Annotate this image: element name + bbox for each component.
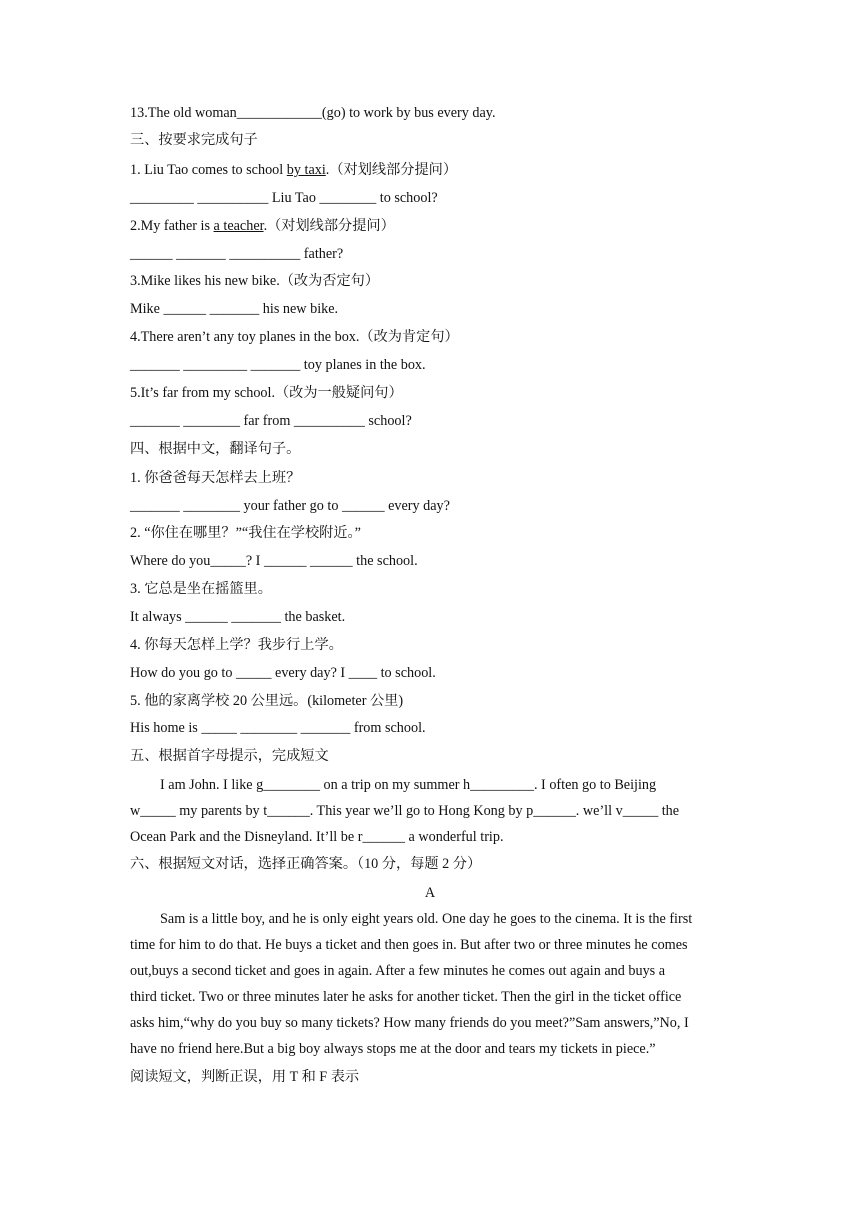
passage-line-4: third ticket. Two or three minutes later he asks for another ticket. Then the girl in the ticket office <box>130 989 682 1005</box>
true-false-instruction: 阅读短文，判断正误，用 T 和 F 表示 <box>130 1069 360 1085</box>
section-6-heading: 六、根据短文对话，选择正确答案。（10 分，每题 2 分） <box>130 856 482 872</box>
translate-5-prompt: 5. 他的家离学校 20 公里远。(kilometer 公里) <box>130 693 404 709</box>
section-4-heading: 四、根据中文，翻译句子。 <box>130 441 301 457</box>
sentence-4-answer: _______ _________ _______ toy planes in the box. <box>130 357 426 373</box>
passage-line-5: asks him,“why do you buy so many tickets? How many friends do you meet?”Sam answers,”No, I <box>130 1015 689 1031</box>
passage-line-6: have no friend here.But a big boy always stops me at the door and tears my tickets in piece.” <box>130 1041 656 1057</box>
sentence-1-answer: _________ __________ Liu Tao ________ to school? <box>130 190 438 206</box>
passage-line-2: time for him to do that. He buys a ticket and then goes in. But after two or three minutes he comes <box>130 937 688 953</box>
cloze-line-3: Ocean Park and the Disneyland. It’ll be r______ a wonderful trip. <box>130 829 504 845</box>
translate-2-prompt: 2. “你住在哪里？”“我住在学校附近。” <box>130 525 361 541</box>
sentence-2-answer: ______ _______ __________ father? <box>130 246 344 262</box>
sentence-3-answer: Mike ______ _______ his new bike. <box>130 301 339 317</box>
cloze-line-1: I am John. I like g________ on a trip on my summer h_________. I often go to Beijing <box>160 777 657 793</box>
translate-5-answer: His home is _____ ________ _______ from school. <box>130 720 426 736</box>
translate-2-answer: Where do you_____? I ______ ______ the school. <box>130 553 418 569</box>
underlined-phrase: a teacher <box>213 218 264 234</box>
sentence-4-prompt: 4.There aren’t any toy planes in the box.（改为肯定句） <box>130 329 459 345</box>
question-13: 13.The old woman____________(go) to work by bus every day. <box>130 105 496 121</box>
underlined-phrase: by taxi <box>286 162 326 178</box>
sentence-3-prompt: 3.Mike likes his new bike.（改为否定句） <box>130 273 380 289</box>
passage-line-1: Sam is a little boy, and he is only eight years old. One day he goes to the cinema. It is the first <box>160 911 693 927</box>
translate-1-answer: _______ ________ your father go to ______ every day? <box>130 498 450 514</box>
translate-3-answer: It always ______ _______ the basket. <box>130 609 346 625</box>
section-3-heading: 三、按要求完成句子 <box>130 132 258 148</box>
sentence-1-prompt: 1. Liu Tao comes to school by taxi.（对划线部分提问） <box>130 162 458 178</box>
translate-3-prompt: 3. 它总是坐在摇篮里。 <box>130 581 272 597</box>
passage-label: A <box>424 885 436 901</box>
translate-1-prompt: 1. 你爸爸每天怎样去上班？ <box>130 470 301 486</box>
passage-line-3: out,buys a second ticket and goes in again. After a few minutes he comes out again and buys a <box>130 963 666 979</box>
cloze-line-2: w_____ my parents by t______. This year we’ll go to Hong Kong by p______. we’ll v_____ the <box>130 803 680 819</box>
translate-4-prompt: 4. 你每天怎样上学？我步行上学。 <box>130 637 343 653</box>
sentence-5-prompt: 5.It’s far from my school.（改为一般疑问句） <box>130 385 403 401</box>
translate-4-answer: How do you go to _____ every day? I ____ to school. <box>130 665 436 681</box>
section-5-heading: 五、根据首字母提示，完成短文 <box>130 748 329 764</box>
sentence-5-answer: _______ ________ far from __________ school? <box>130 413 412 429</box>
sentence-2-prompt: 2.My father is a teacher.（对划线部分提问） <box>130 218 395 234</box>
